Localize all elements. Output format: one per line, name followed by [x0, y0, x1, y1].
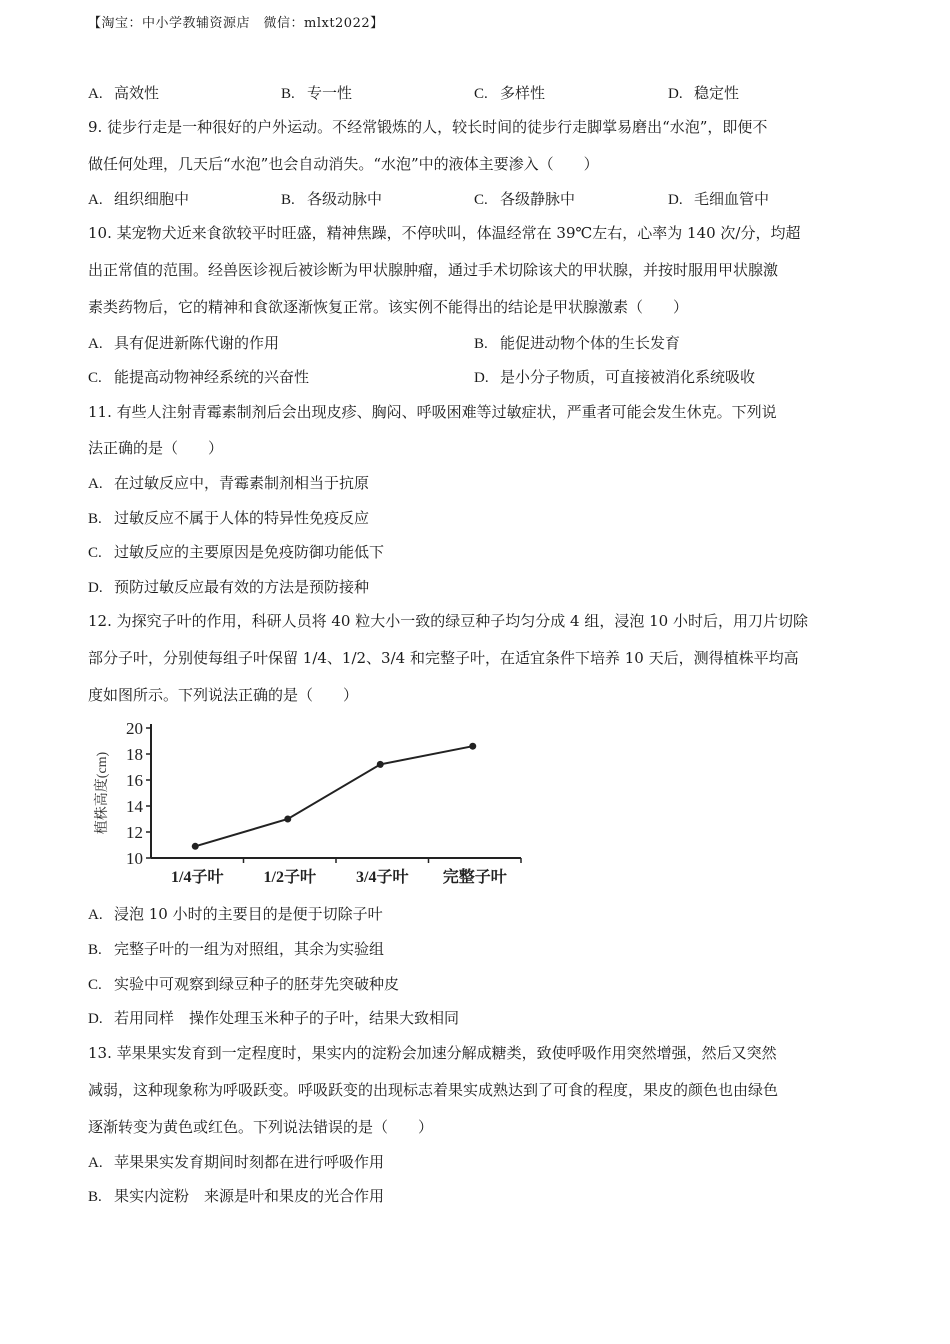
q13-stem-line-3: 逐渐转变为黄色或红色。下列说法错误的是（ ） [88, 1118, 434, 1136]
series-line [195, 746, 473, 846]
y-tick-label-4: 18 [126, 745, 143, 764]
q10-option-b: B. 能促进动物个体的生长发育 [474, 334, 681, 352]
y-axis-label-text: 植株高度(cm) [95, 751, 110, 835]
q13-stem-line-1: 13. 苹果果实发育到一定程度时，果实内的淀粉会加速分解成糖类，致使呼吸作用突然增强，然后又突然 [88, 1044, 777, 1062]
q13-stem-line-2: 减弱，这种现象称为呼吸跃变。呼吸跃变的出现标志着果实成熟达到了可食的程度，果皮的颜色也由绿色 [88, 1081, 779, 1099]
chart-axes [126, 719, 521, 886]
q9-option-b: B. 各级动脉中 [281, 190, 383, 208]
q12-option-a: A. 浸泡 10 小时的主要目的是便于切除子叶 [88, 905, 383, 923]
q13-option-b: B. 果实内淀粉 来源是叶和果皮的光合作用 [88, 1187, 385, 1205]
q11-option-b: B. 过敏反应不属于人体的特异性免疫反应 [88, 509, 370, 527]
y-tick-label-0: 10 [126, 849, 143, 868]
q13-option-a: A. 苹果果实发育期间时刻都在进行呼吸作用 [88, 1153, 385, 1171]
y-tick-label-3: 16 [126, 771, 143, 790]
q8-option-a: A. 高效性 [88, 84, 160, 102]
q10-stem-line-3: 素类药物后，它的精神和食欲逐渐恢复正常。该实例不能得出的结论是甲状腺激素（ ） [88, 298, 689, 316]
q12-stem-line-1: 12. 为探究子叶的作用，科研人员将 40 粒大小一致的绿豆种子均匀分成 4 组，浸泡 10 小时后，用刀片切除 [88, 612, 808, 630]
data-point-1 [284, 816, 291, 823]
q12-stem-line-3: 度如图所示。下列说法正确的是（ ） [88, 686, 359, 704]
chart-y-axis-label [93, 751, 110, 834]
q8-option-d: D. 稳定性 [668, 84, 740, 102]
data-point-3 [469, 743, 476, 750]
x-tick-label-1: 1/2子叶 [263, 869, 316, 886]
watermark-header: 【淘宝：中小学教辅资源店 微信：mlxt2022】 [88, 16, 384, 31]
q12-option-d: D. 若用同样 操作处理玉米种子的子叶，结果大致相同 [88, 1009, 460, 1027]
q11-stem-line-2: 法正确的是（ ） [88, 439, 224, 457]
x-tick-label-3: 完整子叶 [442, 869, 507, 886]
x-tick-label-2: 3/4子叶 [356, 869, 409, 886]
q11-stem-line-1: 11. 有些人注射青霉素制剂后会出现皮疹、胸闷、呼吸困难等过敏症状，严重者可能会发生休克。下列说 [88, 403, 777, 421]
q8-option-c: C. 多样性 [474, 84, 546, 102]
q9-stem-line-2: 做任何处理，几天后“水泡”也会自动消失。“水泡”中的液体主要渗入（ ） [88, 155, 599, 173]
data-point-0 [192, 843, 199, 850]
q11-option-d: D. 预防过敏反应最有效的方法是预防接种 [88, 578, 370, 596]
plant-height-line-chart [88, 712, 538, 892]
q10-option-c: C. 能提高动物神经系统的兴奋性 [88, 368, 310, 386]
q10-option-d: D. 是小分子物质，可直接被消化系统吸收 [474, 368, 756, 386]
q9-option-d: D. 毛细血管中 [668, 190, 770, 208]
q9-option-a: A. 组织细胞中 [88, 190, 190, 208]
q9-option-c: C. 各级静脉中 [474, 190, 576, 208]
q11-option-a: A. 在过敏反应中，青霉素制剂相当于抗原 [88, 474, 370, 492]
chart-marks [192, 743, 477, 850]
q8-option-b: B. 专一性 [281, 84, 353, 102]
x-tick-label-0: 1/4子叶 [171, 869, 224, 886]
q11-option-c: C. 过敏反应的主要原因是免疫防御功能低下 [88, 543, 385, 561]
y-tick-label-2: 14 [126, 797, 143, 816]
q9-stem-line-1: 9. 徒步行走是一种很好的户外运动。不经常锻炼的人，较长时间的徒步行走脚掌易磨出“水泡”，即便不 [88, 118, 768, 136]
y-tick-label-1: 12 [126, 823, 143, 842]
q10-stem-line-1: 10. 某宠物犬近来食欲较平时旺盛，精神焦躁，不停吠叫，体温经常在 39℃左右，心率为 140 次/分，均超 [88, 224, 801, 242]
q10-stem-line-2: 出正常值的范围。经兽医诊视后被诊断为甲状腺肿瘤，通过手术切除该犬的甲状腺，并按时服用甲状腺激 [88, 261, 779, 279]
q12-stem-line-2: 部分子叶，分别使每组子叶保留 1/4、1/2、3/4 和完整子叶，在适宜条件下培养 10 天后，测得植株平均高 [88, 649, 799, 667]
q10-option-a: A. 具有促进新陈代谢的作用 [88, 334, 280, 352]
data-point-2 [377, 761, 384, 768]
y-tick-label-5: 20 [126, 719, 143, 738]
q12-option-c: C. 实验中可观察到绿豆种子的胚芽先突破种皮 [88, 975, 400, 993]
q12-option-b: B. 完整子叶的一组为对照组，其余为实验组 [88, 940, 385, 958]
